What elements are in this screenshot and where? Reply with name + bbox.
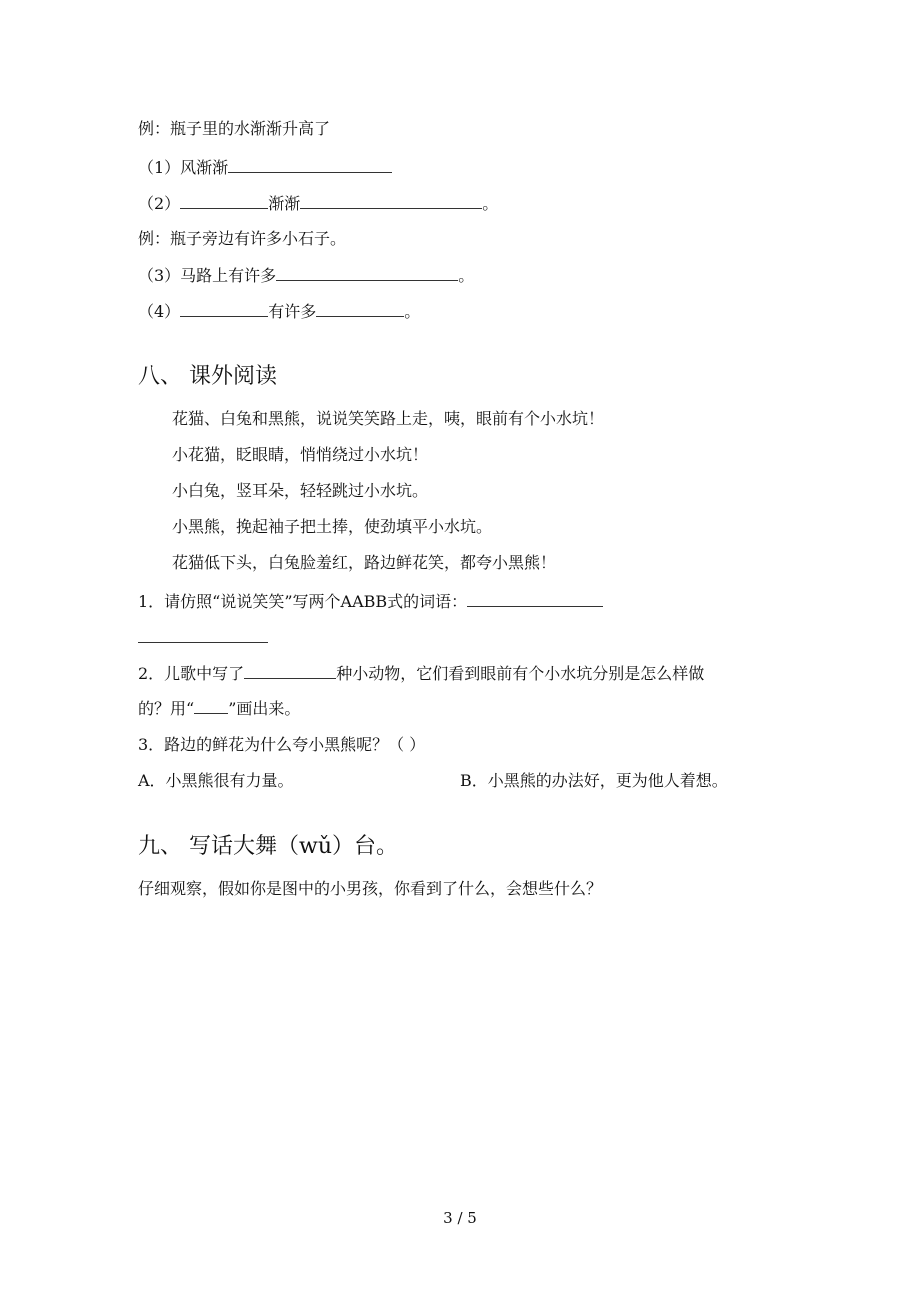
question-3-end: 。 xyxy=(458,266,475,285)
wavy-line-mark xyxy=(194,699,228,714)
answer-blank xyxy=(300,192,482,209)
example-text: 例：瓶子里的水渐渐升高了 xyxy=(138,119,331,138)
question-4 xyxy=(138,300,420,323)
question-4-label: （4） xyxy=(138,302,181,321)
section-9-heading: 九、 写话大舞（wǔ）台。 xyxy=(138,834,398,859)
answer-blank xyxy=(138,626,268,643)
example-sentence-1 xyxy=(138,118,330,140)
reading-question-3: 3．路边的鲜花为什么夸小黑熊呢？（ ） xyxy=(138,735,426,754)
answer-blank xyxy=(228,156,392,173)
poem-line: 小白兔，竖耳朵，轻轻跳过小水坑。 xyxy=(172,481,429,500)
question-2-end: 。 xyxy=(482,194,499,213)
poem-line: 小花猫，眨眼睛，悄悄绕过小水坑！ xyxy=(172,445,429,464)
reading-question-2-start: 2．儿歌中写了 xyxy=(138,664,245,683)
option-b: B．小黑熊的办法好，更为他人着想。 xyxy=(460,771,728,790)
question-2 xyxy=(138,192,498,215)
reading-question-2-line2-end: ”画出来。 xyxy=(228,699,301,718)
question-3-label: （3）马路上有许多 xyxy=(138,266,277,285)
answer-blank xyxy=(244,662,336,679)
poem-line: 花猫、白兔和黑熊，说说笑笑路上走，咦，眼前有个小水坑！ xyxy=(172,409,605,428)
reading-question-2-line2 xyxy=(138,698,300,720)
answer-blank xyxy=(180,300,268,317)
reading-question-2-end: 种小动物，它们看到眼前有个小水坑分别是怎么样做 xyxy=(336,664,705,683)
reading-question-1 xyxy=(138,590,603,613)
reading-question-2 xyxy=(138,662,704,685)
reading-question-2-line2-start: 的？用“ xyxy=(138,699,195,718)
section-8-heading: 八、 课外阅读 xyxy=(138,364,277,389)
example-sentence-2 xyxy=(138,228,346,250)
answer-blank xyxy=(180,192,268,209)
example-text: 例：瓶子旁边有许多小石子。 xyxy=(138,229,347,248)
answer-blank xyxy=(316,300,404,317)
question-4-mid: 有许多 xyxy=(268,302,317,321)
poem-line: 花猫低下头，白兔脸羞红，路边鲜花笑，都夸小黑熊！ xyxy=(172,553,557,572)
poem-line: 小黑熊，挽起袖子把土捧，使劲填平小水坑。 xyxy=(172,517,493,536)
question-3 xyxy=(138,264,474,287)
page-number: 3 / 5 xyxy=(443,1209,477,1227)
question-1-label: （1）风渐渐 xyxy=(138,158,229,177)
question-2-label: （2） xyxy=(138,194,181,213)
writing-prompt: 仔细观察，假如你是图中的小男孩，你看到了什么，会想些什么？ xyxy=(138,879,603,898)
reading-question-1-continuation xyxy=(138,626,268,649)
option-a: A．小黑熊很有力量。 xyxy=(138,771,294,790)
question-4-end: 。 xyxy=(404,302,421,321)
question-1 xyxy=(138,156,392,179)
question-2-mid: 渐渐 xyxy=(268,194,301,213)
answer-blank xyxy=(276,264,458,281)
reading-question-1-text: 1．请仿照“说说笑笑”写两个AABB式的词语： xyxy=(138,592,468,611)
answer-blank xyxy=(467,590,603,607)
